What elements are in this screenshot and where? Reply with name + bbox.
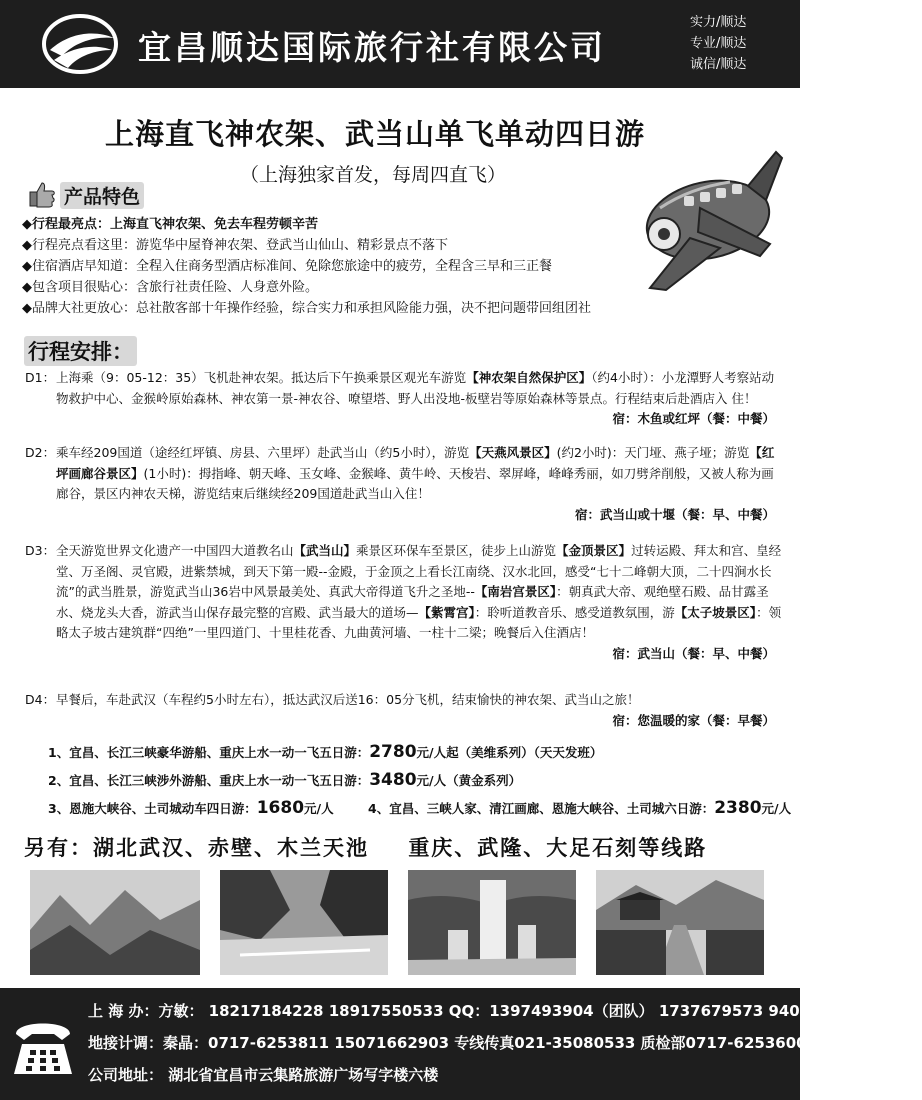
- price-value: 2780: [369, 742, 417, 762]
- price-item: 3、恩施大峡谷、土司城动车四日游：1680元/人: [48, 798, 334, 818]
- company-address: 公司地址： 湖北省宜昌市云集路旅游广场写字楼六楼: [88, 1066, 439, 1084]
- day-2: [25, 443, 785, 525]
- company-name: 宜昌顺达国际旅行社有限公司: [138, 28, 606, 67]
- day-label: D2：: [25, 445, 56, 460]
- day-label: D3：: [25, 543, 56, 558]
- diamond-bullet-icon: ◆: [22, 301, 32, 316]
- day-label: D4：: [25, 692, 56, 707]
- list-item: ◆品牌大社更放心：总社散客部十年操作经验，综合实力和承担风险能力强，决不把问题带回组团社: [22, 298, 642, 319]
- airplane-icon: [630, 148, 790, 298]
- day-4: [25, 690, 785, 731]
- local-operator-contact: 地接计调：秦晶：0717-6253811 15071662903 专线传真021-35080533 质检部0717-6253600: [88, 1034, 807, 1052]
- day-stay: 宿：您温暖的家（餐：早餐）: [612, 712, 775, 728]
- header-banner: [0, 0, 800, 88]
- other-routes-hubei: 另有：湖北武汉、赤壁、木兰天池: [24, 836, 369, 860]
- photo-waterfall: [408, 870, 576, 975]
- features-list: [22, 214, 642, 319]
- footer-contact: [0, 988, 922, 1100]
- list-item: ◆包含项目很贴心：含旅行社责任险、人身意外险。: [22, 277, 642, 298]
- telephone-icon: [8, 1012, 78, 1082]
- day-3: [25, 541, 785, 664]
- slogan: 诚信/顺达: [690, 57, 747, 72]
- price-list: [48, 738, 792, 822]
- day-description: 早餐后，车赴武汉（车程约5小时左右），抵达武汉后送16：05分飞机，结束愉快的神农架、武当山之旅！: [56, 692, 640, 707]
- company-logo-icon: [40, 12, 120, 76]
- price-value: 3480: [369, 770, 417, 790]
- day-stay: 宿：木鱼或红坪（餐：中餐）: [612, 411, 775, 426]
- list-item: ◆行程亮点看这里：游览华中屋脊神农架、登武当山仙山、精彩景点不落下: [22, 235, 642, 256]
- slogan: 专业/顺达: [690, 36, 747, 51]
- price-value: 2380: [714, 798, 762, 818]
- diamond-bullet-icon: ◆: [22, 259, 32, 274]
- day-stay: 宿：武当山（餐：早、中餐）: [612, 645, 775, 661]
- list-item: ◆住宿酒店早知道：全程入住商务型酒店标准间、免除您旅途中的疲劳，全程含三早和三正餐: [22, 256, 642, 277]
- price-item: 4、宜昌、三峡人家、清江画廊、恩施大峡谷、土司城六日游：2380元/人: [368, 798, 792, 818]
- shanghai-office-contact: 上 海 办：方敏： 18217184228 18917550533 QQ：1397493904（团队） 1737679573 940662035（散客）: [88, 1002, 922, 1020]
- price-item-pair: [48, 794, 792, 822]
- other-routes-chongqing: 重庆、武隆、大足石刻等线路: [408, 836, 708, 860]
- diamond-bullet-icon: ◆: [22, 238, 32, 253]
- tour-subtitle: （上海独家首发，每周四直飞）: [240, 164, 507, 186]
- diamond-bullet-icon: ◆: [22, 217, 32, 232]
- day-1: [25, 368, 785, 430]
- slogan: 实力/顺达: [690, 15, 747, 30]
- price-item: 2、宜昌、长江三峡涉外游船、重庆上水一动一飞五日游：3480元/人（黄金系列）: [48, 770, 522, 790]
- price-value: 1680: [256, 798, 305, 818]
- day-description: 乘车经209国道（途经红坪镇、房县、六里坪）赴武当山（约5小时），游览【天燕风景区】(约2小时)：天门垭、燕子垭；游览【红坪画廊谷景区】(1小时)：拇指峰、朝天峰、玉女峰、金猴峰、黄牛岭、天梭岩、翠屏峰，峰峰秀丽，如刀劈斧削般，又被人称为画廊谷，景区内神农天梯，游览结束后继续经209国道赴武当山入住！: [56, 445, 775, 501]
- itinerary-heading: 行程安排：: [24, 336, 137, 366]
- photo-river-gorge: [220, 870, 388, 975]
- price-item: 1、宜昌、长江三峡豪华游船、重庆上水一动一飞五日游：2780元/人起（美维系列）（天天发班）: [48, 742, 603, 762]
- slogans: [690, 12, 790, 75]
- list-item: ◆行程最亮点：上海直飞神农架、免去车程劳顿辛苦: [22, 214, 642, 235]
- tour-title: 上海直飞神农架、武当山单飞单动四日游: [104, 117, 645, 151]
- other-routes: [24, 832, 737, 862]
- features-title: 产品特色: [60, 182, 144, 209]
- day-description: 上海乘（9：05-12：35）飞机赴神农架。抵达后下午换乘景区观光车游览【神农架自然保护区】（约4小时）：小龙潭野人考察站动物救护中心、金猴岭原始森林、神农第一景-神农谷、嘹望塔、野人出没地-板壁岩等原始森林等景点。行程结束后赴酒店入 住！: [56, 370, 775, 406]
- diamond-bullet-icon: ◆: [22, 280, 32, 295]
- thumbs-up-icon: [28, 180, 56, 208]
- photo-temple: [596, 870, 764, 975]
- day-description: 全天游览世界文化遗产一中国四大道教名山【武当山】乘景区环保车至景区，徒步上山游览【金顶景区】过转运殿、拜太和宫、皇经堂、万圣阁、灵官殿，进紫禁城，到天下第一殿--金殿，于金顶之上看长江南绕、汉水北回，感受“七十二峰朝大顶，二十四涧水长流”的武当胜景，游览武当山36岩中风景最美处、真武大帝得道飞升之圣地--【南岩宫景区】：朝真武大帝、观绝壁石殿、品甘露圣水、烧龙头大香，游武当山保存最完整的宫殿、武当最大的道场—【紫霄宫】：聆听道教音乐、感受道教氛围，游【太子坡景区】：领略太子坡古建筑群“四绝”一里四道门、十里桂花香、九曲黄河墙、一柱十二梁；晚餐后入住酒店！: [56, 543, 782, 640]
- day-label: D1：: [25, 370, 56, 385]
- photo-mountains: [30, 870, 200, 975]
- day-stay: 宿：武当山或十堰（餐：早、中餐）: [574, 506, 775, 522]
